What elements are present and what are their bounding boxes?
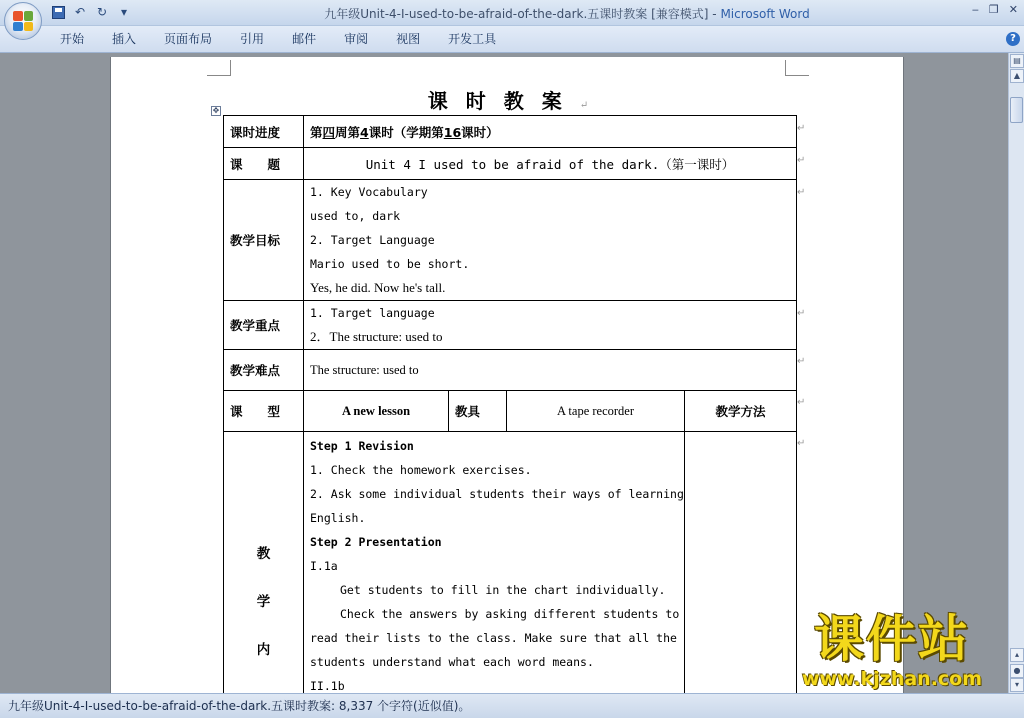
ribbon-tabs [46,31,510,47]
content-line: Get students to fill in the chart individually. [340,583,666,597]
lesson-number: 4 [360,124,369,140]
status-bar [0,693,1024,718]
lesson-plan-table [223,115,797,693]
content-line: Step 2 Presentation [310,535,442,549]
topic-value[interactable]: Unit 4 I used to be afraid of the dark.（第一课时） [304,148,797,180]
progress-text: 周第 [335,124,361,140]
method-label: 教学方法 [685,391,797,432]
table-row [224,148,797,180]
tab-home[interactable]: 开始 [60,32,85,46]
end-of-row-mark: ↵ [797,397,806,408]
close-icon[interactable]: ✕ [1008,3,1018,16]
goals-line: 1. Key Vocabulary [310,185,428,199]
progress-value[interactable] [304,116,797,148]
tab-mailings[interactable]: 邮件 [292,32,317,46]
goals-value[interactable] [304,180,797,301]
progress-label: 课时进度 [224,116,304,148]
week-number: 四 [322,124,336,140]
content-line: 1. Check the homework exercises. [310,463,532,477]
goals-line: Mario used to be short. [310,257,470,271]
document-workspace [0,53,1008,693]
goals-line: used to, dark [310,209,401,223]
difficulty-label: 教学难点 [224,350,304,391]
minimize-icon[interactable]: ‒ [971,3,979,16]
end-of-row-mark: ↵ [797,438,806,449]
title-separator: - [708,7,721,21]
table-row [224,350,797,391]
goals-line: Yes, he did. Now he's tall. [310,280,446,295]
focus-line: 2．The structure: used to [310,329,443,344]
next-page-icon[interactable]: ▾ [1010,678,1024,692]
content-line: I.1a [310,559,338,573]
tools-value[interactable]: A tape recorder [507,391,685,432]
topic-label: 课 题 [224,148,304,180]
document-page[interactable] [110,57,904,693]
content-line: read their lists to the class. Make sure that all the [310,631,677,645]
end-of-row-mark: ↵ [797,356,806,367]
content-label-char: 内 [256,642,271,658]
end-of-row-mark: ↵ [797,308,806,319]
status-text: 九年级Unit-4-I-used-to-be-afraid-of-the-dark.五课时教案: 8,337 个字符(近似值)。 [8,699,471,713]
window-controls [972,3,1018,16]
dropdown-icon: ▾ [120,5,128,19]
progress-text: 课时（学期第 [368,124,444,140]
type-value[interactable]: A new lesson [304,391,449,432]
office-button[interactable] [4,2,42,40]
content-value[interactable] [304,432,685,694]
scroll-up-icon[interactable]: ▲ [1010,69,1024,83]
table-move-handle-icon[interactable]: ✥ [212,106,220,115]
content-line: Check the answers by asking different students to [340,607,680,621]
tab-view[interactable]: 视图 [396,32,421,46]
previous-page-icon[interactable]: ▴ [1010,648,1024,662]
end-of-row-mark: ↵ [797,123,806,134]
paragraph-mark: ↵ [579,100,589,111]
tab-developer[interactable]: 开发工具 [448,32,497,46]
table-row [224,180,797,301]
end-of-row-mark: ↵ [797,155,806,166]
redo-icon: ↻ [96,5,108,19]
watermark-url: www.kjzhan.com [801,668,983,690]
select-browse-object-icon[interactable]: ● [1010,664,1024,678]
term-lesson-number: 16 [443,124,462,140]
office-logo-icon [13,11,33,31]
scroll-thumb[interactable] [1010,97,1023,123]
window-title [0,5,1024,22]
document-title [111,85,905,114]
difficulty-value[interactable]: The structure: used to [304,350,797,391]
ribbon [0,26,1024,53]
ruler-toggle-icon[interactable]: ▤ [1010,54,1024,68]
content-line: Step 1 Revision [310,439,414,453]
undo-icon: ↶ [74,5,86,19]
crop-mark [207,60,231,76]
help-icon[interactable]: ? [1006,32,1020,46]
content-line: English. [310,511,366,525]
table-row [224,391,797,432]
tab-page-layout[interactable]: 页面布局 [164,32,213,46]
table-row [224,116,797,148]
site-watermark-logo [772,612,1012,690]
type-label: 课 型 [224,391,304,432]
goals-line: 2. Target Language [310,233,435,247]
content-label-char: 教 [256,546,271,562]
restore-icon[interactable]: ❐ [988,3,999,16]
tab-references[interactable]: 引用 [240,32,265,46]
tools-label: 教具 [449,391,507,432]
content-label-char: 学 [256,594,271,610]
content-line: II.1b [310,679,345,693]
table-row [224,432,797,694]
content-line: 2. Ask some individual students their ways of learning [310,487,684,501]
end-of-row-mark: ↵ [797,187,806,198]
crop-mark [785,60,809,76]
focus-value[interactable] [304,301,797,350]
content-label [224,432,304,694]
table-row [224,301,797,350]
document-title-text: 课时教案 [427,89,580,113]
progress-text: 第 [310,124,323,140]
goals-label: 教学目标 [224,180,304,301]
app-name: Microsoft Word [720,7,810,21]
focus-line: 1. Target language [310,306,435,320]
focus-label: 教学重点 [224,301,304,350]
tab-insert[interactable]: 插入 [112,32,137,46]
vertical-scrollbar[interactable] [1008,53,1024,693]
document-name: 九年级Unit-4-I-used-to-be-afraid-of-the-dark.五课时教案 [兼容模式] [324,7,709,21]
progress-text: 课时） [461,124,499,140]
watermark-brand: 课件站 [814,610,970,668]
title-bar [0,0,1024,26]
tab-review[interactable]: 审阅 [344,32,369,46]
content-line: students understand what each word means. [310,655,594,669]
